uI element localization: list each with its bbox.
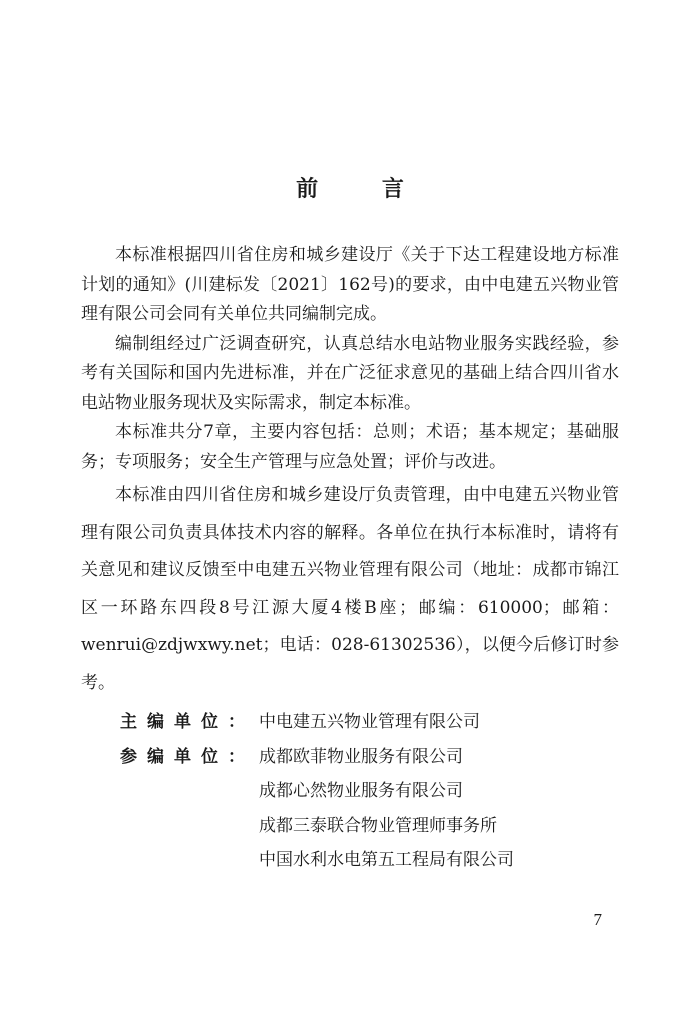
paragraph-contents: 本标准共分7章，主要内容包括：总则；术语；基本规定；基础服务；专项服务；安全生产管理与应急处置；评价与改进。 <box>81 422 619 472</box>
participating-unit-name: 成都三泰联合物业管理师事务所 <box>259 815 497 836</box>
preface-body <box>81 241 619 702</box>
page-number: 7 <box>593 910 602 929</box>
participating-unit-row <box>120 742 514 777</box>
paragraph-compilation: 编制组经过广泛调查研究，认真总结水电站物业服务实践经验，参考有关国际和国内先进标准，并在广泛征求意见的基础上结合四川省水电站物业服务现状及实际需求，制定本标准。 <box>81 333 619 413</box>
chief-unit-row <box>120 707 514 742</box>
page-title: 前 言 <box>296 177 432 202</box>
participating-unit-row <box>120 776 514 811</box>
paragraph-management: 本标准由四川省住房和城乡建设厅负责管理，由中电建五兴物业管理有限公司负责具体技术内容的解释。各单位在执行本标准时，请将有关意见和建议反馈至中电建五兴物业管理有限公司（地址：成都市锦江区一环路东四段8号江源大厦4楼B座；邮编：610000；邮箱：wenrui@zdjwxwy.net；电话：028-61302536），以便今后修订时参考。 <box>81 485 619 693</box>
participating-unit-name: 成都欧菲物业服务有限公司 <box>259 746 463 767</box>
participating-unit-name: 中国水利水电第五工程局有限公司 <box>259 850 514 870</box>
paragraph-basis: 本标准根据四川省住房和城乡建设厅《关于下达工程建设地方标准计划的通知》(川建标发〔2021〕162号)的要求，由中电建五兴物业管理有限公司会同有关单位共同编制完成。 <box>81 245 619 324</box>
chief-unit-label: 主编单位： <box>120 712 255 732</box>
participating-unit-label: 参编单位： <box>120 746 255 767</box>
participating-unit-name: 成都心然物业服务有限公司 <box>259 781 463 801</box>
participating-unit-row <box>120 811 514 846</box>
units-section <box>120 707 514 880</box>
participating-unit-row <box>120 845 514 880</box>
chief-unit-name: 中电建五兴物业管理有限公司 <box>259 712 480 732</box>
